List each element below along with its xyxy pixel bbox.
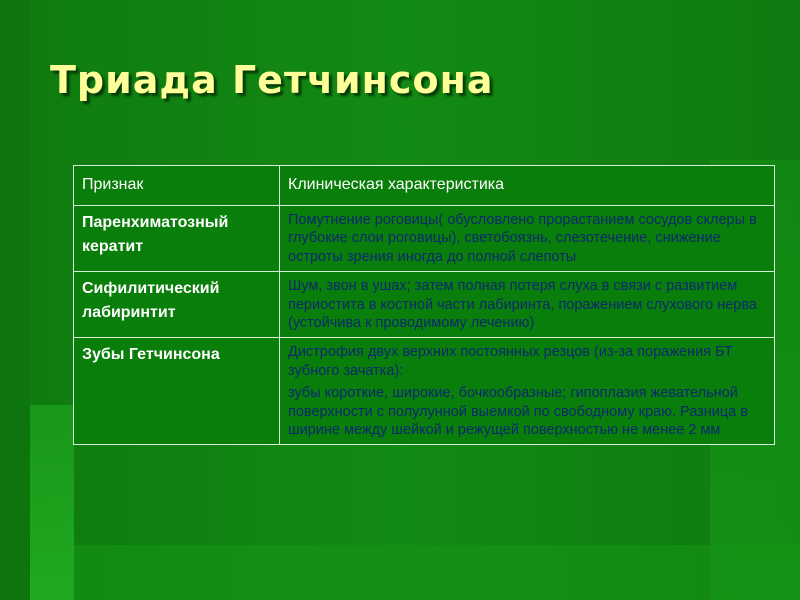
decorative-left-bar — [0, 0, 30, 600]
table-header-row — [74, 166, 775, 206]
description-text: Дистрофия двух верхних постоянных резцов (из-за поражения БТ зубного зачатка): — [288, 344, 733, 379]
slide-title: Триада Гетчинсона — [50, 58, 494, 102]
description-text: Помутнение роговицы( обусловлено прорастанием сосудов склеры в глубокие слои роговицы), светобоязнь, слезотечение, снижение остроты зрения иногда до полной слепоты — [288, 212, 757, 265]
table-row — [74, 338, 775, 445]
description-text: Шум, звон в ушах; затем полная потеря слуха в связи с развитием периостита в костной части лабиринта, поражением слухового нерва (устойчива к проводимому лечению) — [288, 278, 757, 332]
description-cell — [280, 206, 775, 272]
description-text: зубы короткие, широкие, бочкообразные; гипоплазия жевательной поверхности с полулунной выемкой по свободному краю. Разница в ширине между шейкой и режущей поверхностью не менее 2 мм — [288, 385, 748, 439]
decorative-vertical-bar — [30, 405, 74, 600]
description-cell — [280, 338, 775, 445]
table-row — [74, 272, 775, 338]
sign-cell: Паренхиматозный кератит — [74, 206, 280, 272]
sign-cell: Зубы Гетчинсона — [74, 338, 280, 445]
header-characteristic: Клиническая характеристика — [280, 166, 775, 206]
header-sign: Признак — [74, 166, 280, 206]
hutchinson-triad-table — [73, 165, 775, 445]
decorative-bottom-band — [74, 545, 800, 600]
description-cell — [280, 272, 775, 338]
table-row — [74, 206, 775, 272]
sign-cell: Сифилитический лабиринтит — [74, 272, 280, 338]
